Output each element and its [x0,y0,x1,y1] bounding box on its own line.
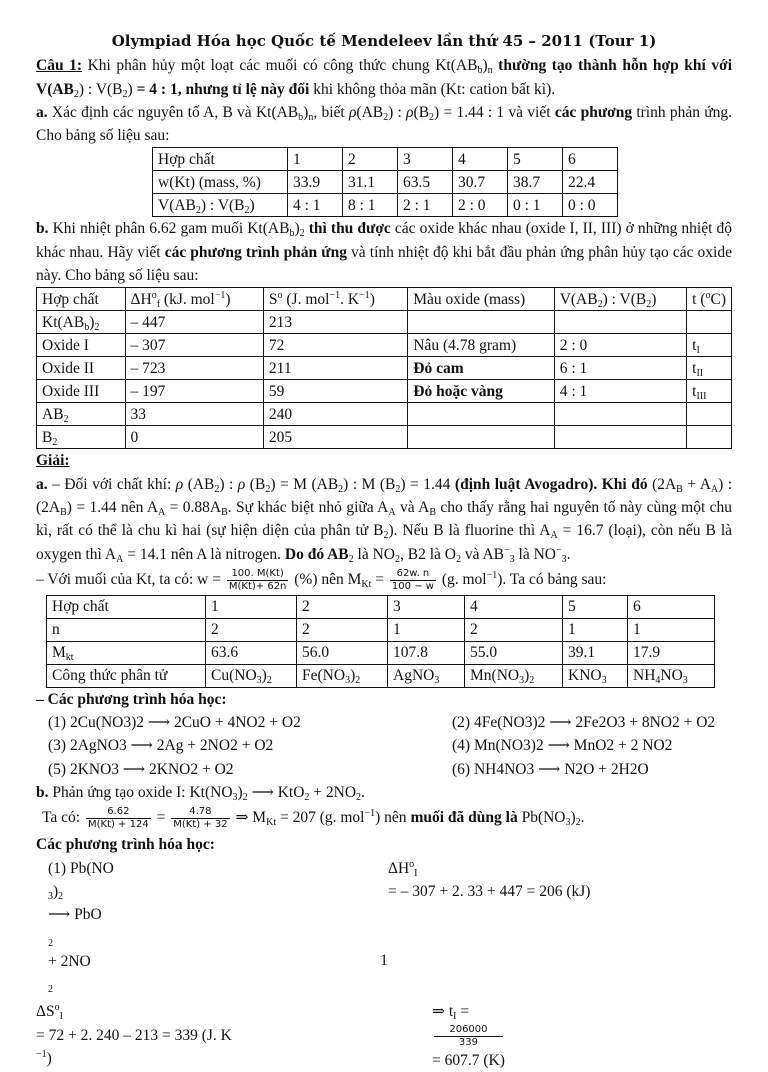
data-table-2 [36,287,732,449]
table-row: $AB_2$ 33 240 [37,403,732,426]
fraction: $\frac{6.62}{M(Kt) + 124}$ [87,806,149,831]
solution-part-b: b. Phản ứng tạo oxide I: $Kt(NO_3)_2$ ⟶ $KtO_2 + 2NO_2$. [36,784,365,804]
equation-row: (5) 2KNO3 ⟶ 2KNO2 + O2 (6) NH4NO3 ⟶ N2O + 2H2O [48,760,649,778]
table-row: $Kt(AB_b)_2$ – 447 213 [37,311,732,334]
table-row: Oxide I – 307 72 Nâu (4.78 gram) 2 : 0 $t_I$ [37,334,732,357]
fraction: 206000 339 [434,1024,503,1049]
part-a-prompt: a. Xác định các nguyên tố A, B và $Kt(AB_b)_n$, biết $\rho(AB_2)$ : $\rho(B_2) = 1.44$ : 1 và viết các phương trình phản ứng. Cho bảng số liệu sau: [36,103,733,145]
question-label: Câu 1: [36,57,83,75]
equations-heading-2: Các phương trình hóa học: [36,836,215,854]
page-title: Olympiad Hóa học Quốc tế Mendeleev lần thứ 45 – 2011 (Tour 1) [111,32,657,50]
table-row: $B_2$ 0 205 [37,426,732,449]
table-row: $V(AB_2)$ : $V(B_2)$ 4 : 1 8 : 1 2 : 1 2 : 0 0 : 1 0 : 0 [153,194,618,217]
part-b-prompt: b. Khi nhiệt phân 6.62 gam muối $Kt(AB_b)_2$ thì thu được các oxide khác nhau (oxide I, II, III) ở những nhiệt độ khác nhau. Hãy viết các phương trình phản ứng và tính nhiệt độ khi bắt đầu phản ứng phân hủy tạo các oxide này. Cho bảng số liệu sau: [36,220,733,285]
table-row: n 2 2 1 2 1 1 [47,618,715,641]
page-number: 1 [380,952,388,969]
equation-row: (1) 2Cu(NO3)2 ⟶ 2CuO + 4NO2 + O2 (2) 4Fe(NO3)2 ⟶ 2Fe2O3 + 8NO2 + O2 [48,714,716,732]
page [36,30,732,1072]
equations-heading: – Các phương trình hóa học: [36,690,227,708]
table-row: Hợp chất $\Delta H^o_f$ (kJ. mol$^{-1}$) $S^o$ (J. mol$^{-1}$. $K^{-1}$) Màu oxide (mass) $V(AB_2)$ : $V(B_2)$ t ($^o$C) [37,288,732,311]
table-row: $M_{kt}$ 63.6 56.0 107.8 55.0 39.1 17.9 [47,641,715,664]
solution-heading: Giải: [36,452,70,470]
fraction: $\frac{62w. n}{100 - w}$ [391,567,434,592]
table-row: w(Kt) (mass, %) 33.9 31.1 63.5 30.7 38.7 22.4 [153,171,618,194]
data-table-1 [152,147,618,217]
table-row: Hợp chất 1 2 3 4 5 6 [153,148,618,171]
table-row: Hợp chất 1 2 3 4 5 6 [47,595,715,618]
solution-part-a: a. – Đối với chất khí: ρ $(AB_2)$ : ρ $(B_2) = M$ $(AB_2)$ : M $(B_2) = 1.44$ (định luật Avogadro). Khi đó $(2A_B + A_A)$ : $(2A_B) = 1.44$ nên $A_A = 0.88A_B$. Sự khác biệt nhỏ giữa $A_A$ và $A_B$ cho thấy rằng hai nguyên tố này cùng một chu kì, rất có thể là chu kì hai (sự hiện diện của phân tử $B_2$). Nếu B là fluorine thì $A_A = 16.7$ (loại), còn nếu B là oxygen thì $A_A = 14.1$ nên A là nitrogen. Do đó $AB_2$ là $NO_2$, B2 là $O_2$ và $AB^-_3$ là $NO^-_3$. [36,475,733,565]
equation-row: $\Delta S^o_I$ = 72 + 2. 240 – 213 = 339 (J. K $^{-1}$) ⇒ $t_I$ = 206000 339 = 607.7 (K) [36,1002,505,1069]
salt-formula-line: – Với muối của Kt, ta có: w = $\frac{100. M(Kt)}{M(Kt)+ 62n}$ (%) nên $M_{Kt}$ = $\frac{62w. n}{100 - w}$ (g. mol$^{-1}$). Ta có bảng sau: [36,567,607,592]
table-row: Oxide II – 723 211 Đỏ cam 6 : 1 $t_{II}$ [37,357,732,380]
molar-mass-line: Ta có: $\frac{6.62}{M(Kt) + 124}$ = $\frac{4.78}{M(Kt) + 32}$ ⇒ $M_{Kt} = 207$ (g. mol$^{-1}$) nên muối đã dùng là $Pb(NO_3)_2$. [42,806,585,831]
fraction: $\frac{4.78}{M(Kt) + 32}$ [173,806,228,831]
question-1-intro: Câu 1: Khi phân hủy một loạt các muối có công thức chung $Kt(AB_b)_n$ thường tạo thành hỗn hợp khí với $V(AB_2)$ : $V(B_2) = 4$ : 1, nhưng tỉ lệ này đổi khi không thỏa mãn (Kt: cation bất kì). [36,57,733,100]
table-row: Oxide III – 197 59 Đỏ hoặc vàng 4 : 1 $t_{III}$ [37,380,732,403]
equation-row: (1) Pb(NO $_3)_2$ ⟶ PbO $_2$ + 2NO $_2$ $\Delta H^o_I$ = – 307 + 2. 33 + 447 = 206 (kJ) [48,858,591,996]
data-table-3 [46,595,715,688]
equation-row: (3) 2AgNO3 ⟶ 2Ag + 2NO2 + O2 (4) Mn(NO3)2 ⟶ MnO2 + 2 NO2 [48,737,673,755]
fraction: $\frac{100. M(Kt)}{M(Kt)+ 62n}$ [228,567,287,592]
table-row: Công thức phân tử $Cu(NO_3)_2$ $Fe(NO_3)_2$ AgNO$_3$ $Mn(NO_3)_2$ $KNO_3$ $NH_4NO_3$ [47,664,715,687]
